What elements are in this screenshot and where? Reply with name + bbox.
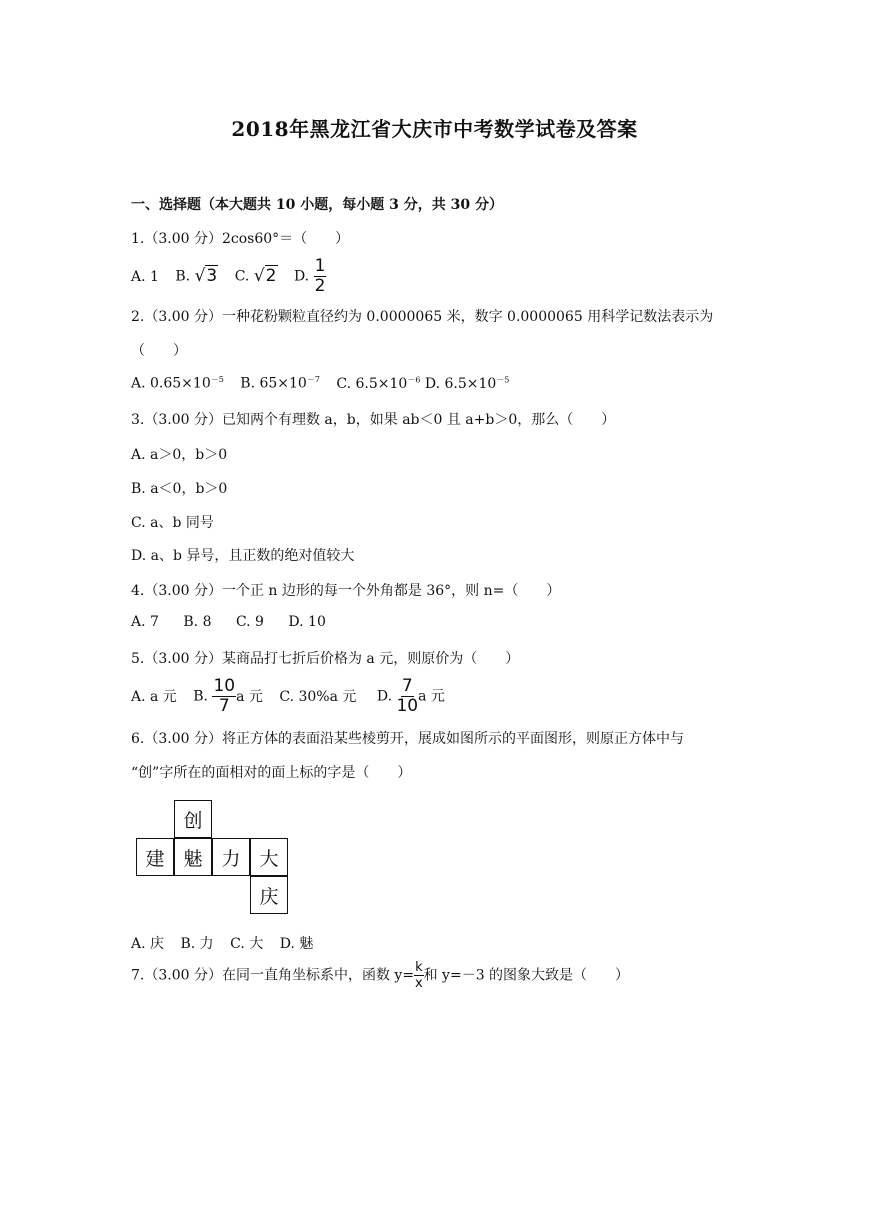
question-7-stem-post: 和 y=－3 的图象大致是（ ） bbox=[423, 967, 630, 984]
option-b-label: B. bbox=[193, 688, 209, 705]
question-2-stem-1: 2.（3.00 分）一种花粉颗粒直径约为 0.0000065 米，数字 0.0000065 用科学记数法表示为 bbox=[131, 309, 714, 325]
numerator: 7 bbox=[401, 676, 413, 696]
option-d: D. 魅 bbox=[279, 936, 314, 952]
option-d-label: D. bbox=[293, 268, 310, 285]
function-fraction bbox=[414, 961, 424, 990]
option-b-sqrt: √3 bbox=[194, 265, 218, 286]
question-2-options bbox=[131, 374, 509, 392]
section-heading: 一、选择题（本大题共 10 小题，每小题 3 分，共 30 分） bbox=[131, 197, 503, 213]
net-cell-jian: 建 bbox=[136, 838, 174, 876]
option-d: D. 10 bbox=[288, 614, 326, 630]
option-a: A. 庆 bbox=[131, 936, 165, 952]
option-d-label: D. bbox=[376, 688, 393, 705]
numerator: 1 bbox=[314, 256, 326, 276]
radicand: 2 bbox=[265, 265, 277, 286]
denominator: x bbox=[414, 976, 423, 991]
option-c-label: C. bbox=[234, 268, 250, 285]
option-c: C. 9 bbox=[235, 614, 264, 630]
option-b-fraction bbox=[212, 678, 236, 715]
option-c-sqrt: √2 bbox=[253, 265, 277, 286]
option-c: C. $6.5\times 10^{-6}$ bbox=[336, 375, 421, 392]
question-3-option-c: C. a、b 同号 bbox=[131, 515, 214, 531]
radicand: 3 bbox=[206, 265, 218, 286]
denominator: 7 bbox=[218, 696, 230, 716]
numerator: k bbox=[415, 960, 423, 975]
question-7-stem-pre: 7.（3.00 分）在同一直角坐标系中，函数 y= bbox=[131, 967, 415, 984]
question-6-stem-1: 6.（3.00 分）将正方体的表面沿某些棱剪开，展成如图所示的平面图形，则原正方体中与 bbox=[131, 731, 684, 747]
question-3-stem: 3.（3.00 分）已知两个有理数 a，b，如果 ab＜0 且 a+b＞0，那么（ ） bbox=[131, 412, 616, 428]
denominator: 2 bbox=[314, 276, 326, 296]
question-1-stem: 1.（3.00 分）2cos60°＝（ ） bbox=[131, 231, 350, 247]
net-cell-qing: 庆 bbox=[250, 876, 288, 914]
question-3-option-a: A. a＞0，b＞0 bbox=[131, 447, 228, 463]
denominator: 10 bbox=[396, 696, 419, 716]
question-6-options bbox=[131, 933, 313, 953]
option-b: B. 力 bbox=[180, 936, 214, 952]
question-5-stem: 5.（3.00 分）某商品打七折后价格为 a 元，则原价为（ ） bbox=[131, 651, 520, 667]
option-b: B. $65\times 10^{-7}$ bbox=[240, 375, 320, 392]
option-a: A. 7 bbox=[131, 614, 159, 630]
net-cell-da: 大 bbox=[250, 838, 288, 876]
option-a: A. $0.65\times 10^{-5}$ bbox=[131, 375, 224, 392]
option-d-fraction bbox=[314, 258, 327, 295]
net-cell-li: 力 bbox=[212, 838, 250, 876]
option-c: C. 大 bbox=[230, 936, 264, 952]
option-b-label: B. bbox=[175, 268, 191, 285]
question-4-stem: 4.（3.00 分）一个正 n 边形的每一个外角都是 36°，则 n=（ ） bbox=[131, 583, 561, 599]
option-c: C. 30%a 元 bbox=[279, 688, 357, 705]
option-d-suffix: a 元 bbox=[418, 688, 445, 705]
option-d: D. $6.5\times 10^{-5}$ bbox=[424, 375, 510, 392]
option-a: A. a 元 bbox=[131, 688, 177, 705]
question-3-option-b: B. a＜0，b＞0 bbox=[131, 481, 228, 497]
option-b: B. 8 bbox=[183, 614, 212, 630]
question-7-stem bbox=[131, 961, 629, 990]
question-4-options bbox=[131, 614, 326, 630]
page-title: 2018年黑龙江省大庆市中考数学试卷及答案 bbox=[231, 117, 638, 141]
question-3-option-d: D. a、b 异号，且正数的绝对值较大 bbox=[131, 548, 355, 564]
question-5-options bbox=[131, 678, 445, 715]
option-d-fraction bbox=[396, 678, 418, 715]
option-b-suffix: a 元 bbox=[236, 688, 263, 705]
question-1-options bbox=[131, 258, 326, 295]
net-cell-mei: 魅 bbox=[174, 838, 212, 876]
option-a: A. 1 bbox=[131, 268, 159, 285]
numerator: 10 bbox=[213, 676, 236, 696]
net-cell-chuang: 创 bbox=[174, 800, 212, 838]
question-6-stem-2: “创”字所在的面相对的面上标的字是（ ） bbox=[131, 765, 412, 781]
question-2-stem-2: （ ） bbox=[131, 343, 187, 359]
